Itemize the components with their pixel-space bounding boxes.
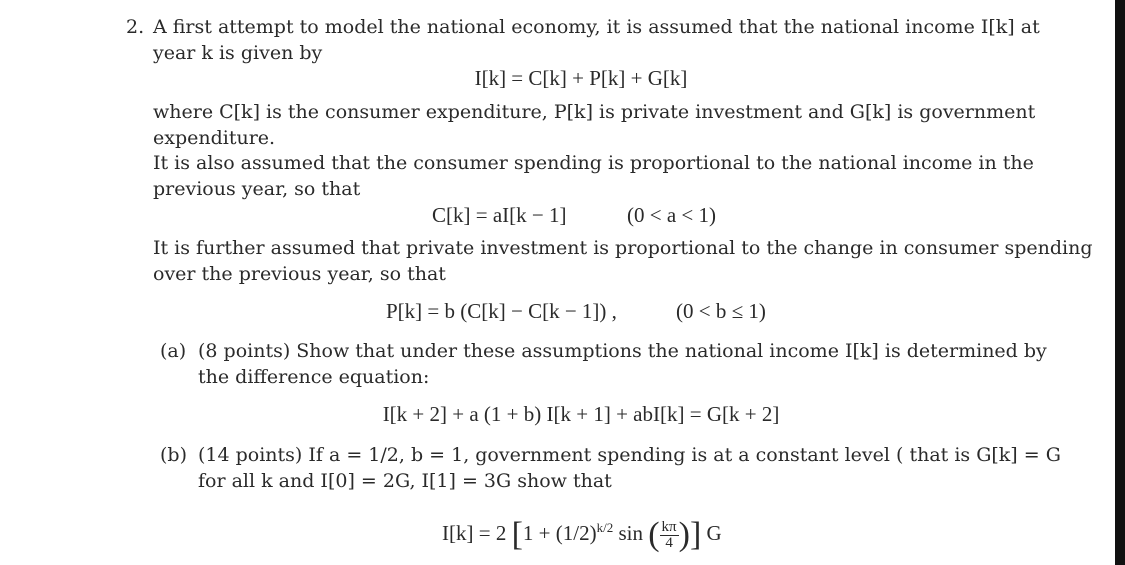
part-a-line-2: the difference equation: (198, 366, 430, 388)
part-b-line-2: for all k and I[0] = 2G, I[1] = 3G show that (198, 470, 612, 492)
where-line-2: expenditure. (153, 127, 276, 149)
investment-condition: (0 < b ≤ 1) (676, 299, 766, 323)
part-b-line-1: (14 points) If a = 1/2, b = 1, government spending is at a constant level ( that is G[k] = G (198, 444, 1061, 466)
where-line-1: where C[k] is the consumer expenditure, P[k] is private investment and G[k] is government (153, 101, 1036, 123)
solution-tail: G (701, 521, 722, 545)
solution-left-paren: ( (648, 516, 660, 554)
solution-right-paren: ) (678, 516, 690, 554)
solution-sin: sin (613, 521, 649, 545)
also-line-1: It is also assumed that the consumer spending is proportional to the national income in the (153, 152, 1034, 174)
solution-middle: 1 + (1/2) (522, 521, 597, 545)
part-a-label: (a) (160, 340, 187, 362)
problem-number: 2. (126, 16, 145, 38)
intro-line-1: A first attempt to model the national economy, it is assumed that the national income I[k] at (153, 16, 1040, 38)
difference-equation: I[k + 2] + a (1 + b) I[k + 1] + abI[k] = G[k + 2] (382, 402, 780, 426)
solution-fraction-numerator: kπ (661, 518, 677, 535)
solution-equation (442, 508, 722, 553)
investment-equation: P[k] = b (C[k] − C[k − 1]) , (386, 299, 617, 323)
income-equation: I[k] = C[k] + P[k] + G[k] (474, 66, 688, 90)
part-b-label: (b) (160, 444, 187, 466)
solution-fraction-denominator: 4 (665, 534, 673, 551)
part-a-line-1: (8 points) Show that under these assumptions the national income I[k] is determined by (198, 340, 1047, 362)
intro-line-2: year k is given by (153, 42, 323, 64)
solution-close-bracket: ] (689, 516, 702, 554)
solution-exponent: k/2 (596, 520, 614, 535)
further-line-2: over the previous year, so that (153, 263, 446, 285)
solution-lhs: I[k] = 2 (442, 521, 507, 545)
solution-open-bracket: [ (511, 516, 523, 554)
also-line-2: previous year, so that (153, 178, 361, 200)
further-line-1: It is further assumed that private investment is proportional to the change in consumer spending (153, 237, 1093, 259)
consumer-condition: (0 < a < 1) (627, 203, 716, 227)
right-edge-border (1115, 0, 1125, 565)
consumer-equation: C[k] = aI[k − 1] (432, 203, 567, 227)
solution-fraction (660, 520, 679, 551)
